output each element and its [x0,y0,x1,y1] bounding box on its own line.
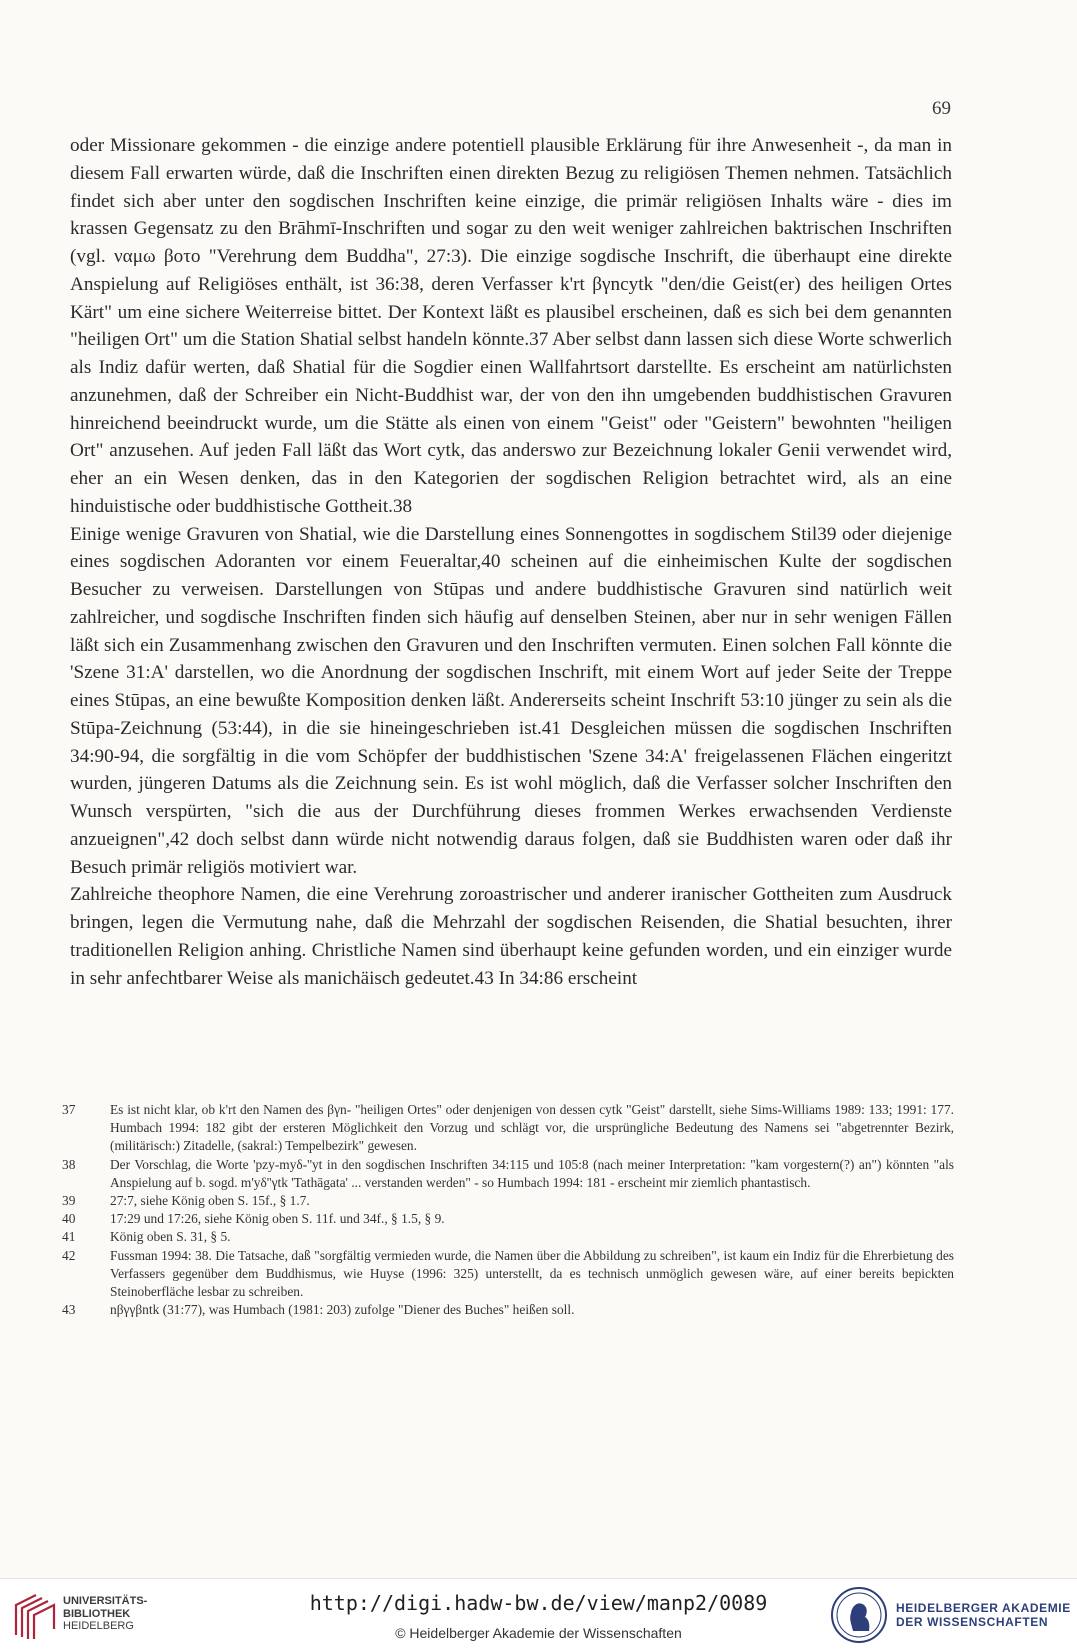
footnotes [62,1101,954,1319]
footnote-number: 43 [62,1302,76,1318]
paragraph-2: Einige wenige Gravuren von Shatial, wie die Darstellung eines Sonnengottes in sogdischem Stil39 oder diejenige eines sogdischen Adoranten vor einem Feueraltar,40 scheinen auf die einheimischen Kulte der sogdischen Besucher zu verweisen. Darstellungen von Stūpas und andere buddhistische Gravuren sind natürlich weit zahlreicher, und sogdische Inschriften finden sich häufig auf denselben Steinen, aber nur in sehr wenigen Fällen läßt sich ein Zusammenhang zwischen den Gravuren und den Inschriften vermuten. Einen solchen Fall könnte die 'Szene 31:A' darstellen, wo die Anordnung der sogdischen Inschrift, mit einem Wort auf jeder Seite der Treppe eines Stūpas, an eine bewußte Komposition denken läßt. Andererseits scheint Inschrift 53:10 jünger zu sein als die Stūpa-Zeichnung (53:44), in die sie hineingeschrieben ist.41 Desgleichen müssen die sogdischen Inschriften 34:90-94, die sorgfältig in die vom Schöpfer der buddhistischen 'Szene 34:A' freigelassenen Flächen eingeritzt wurden, jüngeren Datums als die Zeichnung sein. Es ist wohl möglich, daß die Verfasser solcher Inschriften den Wunsch verspürten, "sich die aus der Durchführung dieses frommen Werkes erwachsenden Verdienste anzueignen",42 doch selbst dann würde nicht notwendig daraus folgen, daß sie Buddhisten waren oder daß ihr Besuch primär religiös motiviert war. [70,523,952,878]
footnote-text: 17:29 und 17:26, siehe König oben S. 11f. und 34f., § 1.5, § 9. [110,1211,445,1227]
footnote-40 [62,1210,954,1228]
page-number: 69 [932,98,951,119]
paragraph-3: Zahlreiche theophore Namen, die eine Verehrung zoroastrischer und anderer iranischer Gottheiten zum Ausdruck bringen, legen die Vermutung nahe, daß die Mehrzahl der sogdischen Reisenden, die Shatial besuchten, ihrer traditionellen Religion anhing. Christliche Namen sind überhaupt keine gefunden worden, und ein einziger wurde in sehr anfechtbarer Weise als manichäisch gedeutet.43 In 34:86 erscheint [70,884,952,989]
footnote-text: 27:7, siehe König oben S. 15f., § 1.7. [110,1193,310,1209]
permalink-url[interactable]: http://digi.hadw-bw.de/view/manp2/0089 [309,1591,768,1615]
footnote-text: König oben S. 31, § 5. [110,1229,231,1245]
body-text [70,132,952,992]
academy-name-line: HEIDELBERGER AKADEMIE [896,1601,1071,1615]
footnote-text: nβγγβntk (31:77), was Humbach (1981: 203) zufolge "Diener des Buches" heißen soll. [110,1302,575,1318]
footnote-39 [62,1192,954,1210]
copyright-notice: © Heidelberger Akademie der Wissenschaften [395,1625,682,1641]
academy-name [896,1601,1071,1629]
library-name-line: BIBLIOTHEK [63,1607,131,1620]
footnote-text: Der Vorschlag, die Worte 'pzy-myδ-''yt in den sogdischen Inschriften 34:115 und 105:8 (nach meiner Interpretation: "kam vorgestern(?) an") könnten "als Anspielung auf b. sogd. m'yδ''γtk 'Tathāgata' ... verstanden werden" - so Humbach 1994: 181 - erscheint mir ziemlich phantastisch. [110,1156,954,1190]
footnote-number: 41 [62,1229,76,1245]
footnote-37 [62,1101,954,1156]
academy-seal-icon[interactable] [829,1585,889,1645]
footnote-number: 40 [62,1211,76,1227]
footnote-number: 37 [62,1102,76,1117]
footnote-number: 39 [62,1193,76,1209]
footnote-43 [62,1301,954,1319]
library-name-line: HEIDELBERG [63,1620,134,1632]
footnote-text: Es ist nicht klar, ob k'rt den Namen des βγn- "heiligen Ortes" oder denjenigen von dessen cytk "Geist" darstellt, siehe Sims-Williams 1989: 133; 1991: 177. Humbach 1994: 182 gibt der ersteren Möglichkeit den Vorzug und schlägt vor, die ursprüngliche Bedeutung des Namens sei "abgetrennter Bezirk, (militärisch:) Zitadelle, (sakral:) Tempelbezirk" gewesen. [110,1102,954,1154]
footnote-number: 38 [62,1156,76,1172]
library-name-line: UNIVERSITÄTS- [63,1595,148,1607]
paragraph-1: oder Missionare gekommen - die einzige andere potentiell plausible Erklärung für ihre Anwesenheit -, da man in diesem Fall erwarten würde, daß die Inschriften einen direkten Bezug zu religiösen Themen nehmen. Tatsächlich findet sich aber unter den sogdischen Inschriften keine einzige, die primär religiösen Inhalts wäre - dies im krassen Gegensatz zu den Brāhmī-Inschriften und sogar zu den weit weniger zahlreichen baktrischen Inschriften (vgl. ναμω βοτο "Verehrung dem Buddha", 27:3). Die einzige sogdische Inschrift, die überhaupt eine direkte Anspielung auf Religiöses enthält, ist 36:38, deren Verfasser k'rt βγncytk "den/die Geist(er) des heiligen Ortes Kärt" um eine sichere Weiterreise bittet. Der Kontext läßt es plausibel erscheinen, daß es sich bei dem genannten "heiligen Ort" um die Station Shatial selbst handeln könnte.37 Aber selbst dann lassen sich diese Worte schwerlich als Indiz dafür werten, daß Shatial für die Sogdier einen Wallfahrtsort darstellte. Es erscheint am natürlichsten anzunehmen, daß der Schreiber ein Nicht-Buddhist war, der von den ihn umgebenden buddhistischen Gravuren hinreichend beeindruckt wurde, um die Stätte als einen von einem "Geist" oder "Geistern" bewohnten "heiligen Ort" anzusehen. Auf jeden Fall läßt das Wort cytk, das anderswo zur Bezeichnung lokaler Genii verwendet wird, eher an ein Wesen denken, das in den Kategorien der sogdischen Religion betrachtet wird, als an eine hinduistische oder buddhistische Gottheit.38 [70,135,952,517]
footnote-number: 42 [62,1247,76,1263]
footnote-41 [62,1228,954,1246]
footnote-text: Fussman 1994: 38. Die Tatsache, daß "sorgfältig vermieden wurde, die Namen über die Abbildung zu schreiben", ist kaum ein Indiz für die Ehrerbietung des Verfassers gegenüber dem Buddhismus, wie Huyse (1996: 325) unterstellt, da es technisch unmöglich gewesen wäre, auf einer bereits bepickten Steinoberfläche lesbar zu schreiben. [110,1247,954,1300]
footnote-38 [62,1156,954,1192]
footnote-42 [62,1247,954,1302]
footer-bar [0,1578,1077,1650]
academy-name-line: DER WISSENSCHAFTEN [896,1615,1049,1629]
